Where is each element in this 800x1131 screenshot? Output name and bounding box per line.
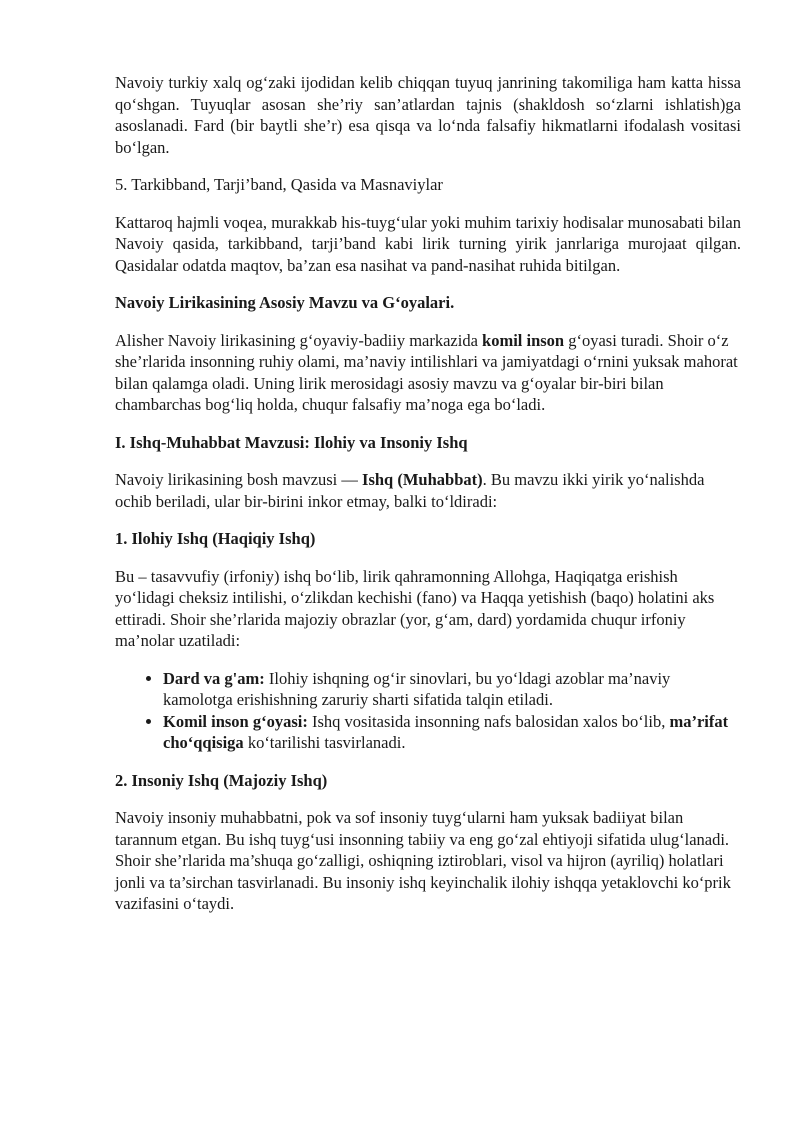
bold-term-marifat: ma’rifat cho‘qqisiga [163, 711, 729, 752]
bullet-list [115, 668, 741, 754]
subheading-ilohiy-ishq: 1. Ilohiy Ishq (Haqiqiy Ishq) [115, 529, 316, 548]
paragraph-text: g‘oyasi turadi. Shoir o‘z she’rlarida insonning ruhiy olami, ma’naviy intilishlari va jamiyatdagi o‘rnini yuksak mahorat bilan qalamga oladi. Uning lirik merosidagi asosiy mavzu va g‘oyalar bir-biri bilan chambarchas bog‘liq holda, chuqur falsafiy ma’noga ega bo‘ladi. [115, 330, 738, 414]
list-item-text: Ishq vositasida insonning nafs balosidan xalos bo‘lib, [307, 711, 670, 731]
paragraph-text: Alisher Navoiy lirikasining g‘oyaviy-badiiy markazida [115, 330, 483, 350]
section-heading-tarkibband: 5. Tarkibband, Tarji’band, Qasida va Masnaviylar [115, 175, 443, 194]
paragraph-tasavvufiy: Bu – tasavvufiy (irfoniy) ishq bo‘lib, lirik qahramonning Allohga, Haqiqatga erishish yo‘lidagi cheksiz intilishi, o‘zlikdan kechishi (fano) va Haqqa yetishish (baqo) holatini aks ettiradi. Shoir she’rlarida majoziy obrazlar (yor, g‘am, dard) yordamida chuqur irfoniy ma’nolar uzatiladi: [115, 566, 715, 650]
paragraph-tuyuq: Navoiy turkiy xalq og‘zaki ijodidan kelib chiqqan tuyuq janrining takomiliga ham katta hissa qo‘shgan. Tuyuqlar asosan she’riy san’atlardan tajnis (shakldosh so‘zlarni ishlatish)ga asoslanadi. Fard (bir baytli she’r) esa qisqa va lo‘nda falsafiy hikmatlarni ifodalash vositasi bo‘lgan. [115, 73, 741, 157]
paragraph-komil-inson [115, 330, 741, 416]
section-heading-ishq-muhabbat: I. Ishq-Muhabbat Mavzusi: Ilohiy va Insoniy Ishq [115, 432, 468, 452]
paragraph-text: . Bu mavzu ikki yirik yo‘nalishda ochib beriladi, ular bir-birini inkor etmay, balki to‘ldiradi: [115, 470, 705, 511]
bold-term-dard: Dard va g'am: [163, 668, 265, 688]
bold-term-komil-inson-goyasi: Komil inson g‘oyasi: [163, 711, 308, 731]
paragraph-bosh-mavzu [115, 469, 741, 512]
paragraph-text: Navoiy lirikasining bosh mavzusi — [115, 470, 363, 489]
section-heading-asosiy-mavzu: Navoiy Lirikasining Asosiy Mavzu va G‘oyalari. [115, 293, 455, 312]
list-item [163, 711, 741, 754]
paragraph-insoniy-muhabbat: Navoiy insoniy muhabbatni, pok va sof insoniy tuyg‘ularni ham yuksak badiiyat bilan tarannum etgan. Bu ishq tuyg‘usi insonning tabiiy va eng go‘zal ehtiyoji sifatida ulug‘lanadi. Shoir she’rlarida ma’shuqa go‘zalligi, oshiqning iztiroblari, visol va hijron (ayriliq) holatlari jonli va ta’sirchan tasvirlanadi. Bu insoniy ishq keyinchalik ilohiy ishqqa yetaklovchi ko‘prik vazifasini o‘taydi. [115, 808, 731, 913]
list-item-text: Ilohiy ishqning og‘ir sinovlari, bu yo‘ldagi azoblar ma’naviy kamolotga erishishning zaruriy sharti sifatida talqin etiladi. [163, 668, 671, 709]
subheading-insoniy-ishq: 2. Insoniy Ishq (Majoziy Ishq) [115, 770, 328, 790]
document-page [115, 72, 741, 931]
paragraph-qasida: Kattaroq hajmli voqea, murakkab his-tuyg‘ular yoki muhim tarixiy hodisalar munosabati bilan Navoiy qasida, tarkibband, tarji’band kabi lirik turning yirik janrlariga murojaat qilgan. Qasidalar odatda maqtov, ba’zan esa nasihat va pand-nasihat ruhida bitilgan. [115, 212, 741, 275]
bold-term-ishq: Ishq (Muhabbat) [362, 470, 483, 489]
bold-term-komil-inson: komil inson [482, 330, 565, 350]
list-item-text: ko‘tarilishi tasvirlanadi. [243, 733, 406, 752]
list-item [163, 668, 741, 711]
